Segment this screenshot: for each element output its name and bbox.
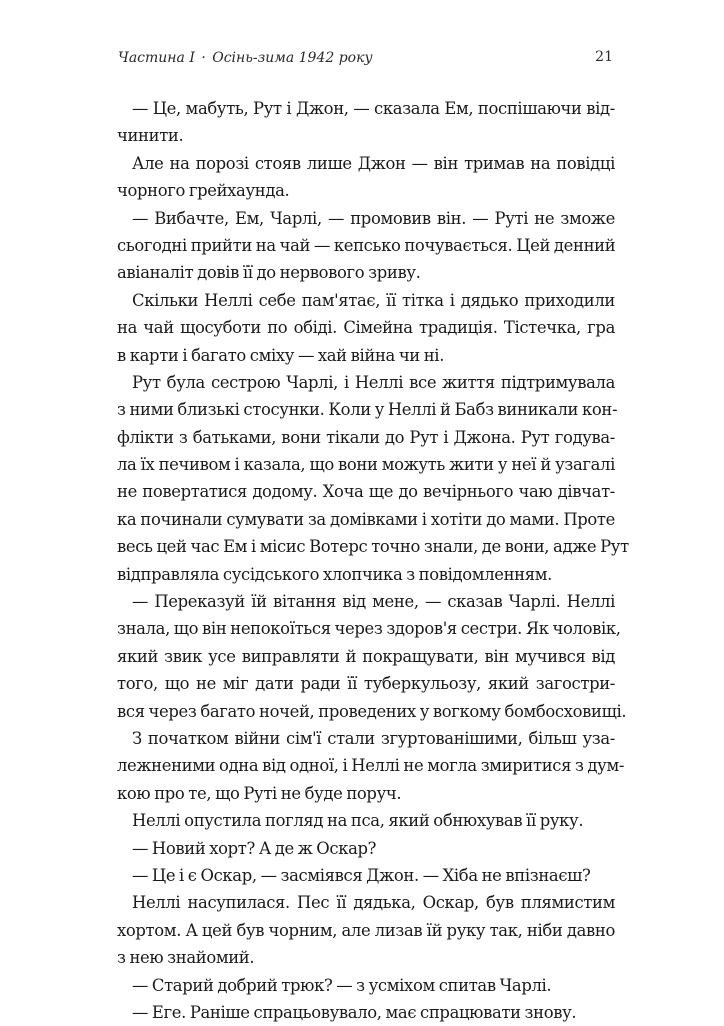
text-line: — Вибачте, Ем, Чарлі, — промовив він. — Руті не зможе <box>132 208 615 228</box>
text-line: сьогодні прийти на чай — кепсько почувається. Цей денний <box>117 235 616 255</box>
header-separator: · <box>201 50 206 66</box>
text-line: лежненими одна від одної, і Неллі не могла змиритися з дум- <box>117 756 625 776</box>
text-line: — Це, мабуть, Рут і Джон, — сказала Ем, поспішаючи від- <box>132 99 615 118</box>
text-line: вся через багато ночей, проведених у вогкому бомбосховищі. <box>117 701 627 721</box>
text-line: з нею знайомий. <box>117 948 255 968</box>
text-line: весь цей час Ем і місис Вотерс точно знали, де вони, адже Рут <box>117 537 629 557</box>
text-line: на чай щосуботи по обіді. Сімейна традиція. Тістечка, гра <box>117 318 615 338</box>
text-line: — Старий добрий трюк? — з усміхом спитав Чарлі. <box>132 975 552 995</box>
part-title: Частина I <box>118 50 195 66</box>
text-line: відправляла сусідського хлопчика з повідомленням. <box>117 564 553 584</box>
section-title: Осінь-зима 1942 року <box>212 50 373 66</box>
text-line: не повертатися додому. Хоча ще до вечірнього чаю дівчат- <box>117 482 615 502</box>
text-line: флікти з батьками, вони тікали до Рут і Джона. Рут годува- <box>117 427 615 447</box>
text-line: хортом. А цей був чорним, але лизав їй руку так, ніби давно <box>117 920 615 940</box>
text-line: Рут була сестрою Чарлі, і Неллі все життя підтримувала <box>132 372 615 392</box>
text-line: Але на порозі стояв лише Джон — він тримав на повідці <box>132 153 615 173</box>
text-line: ка починали сумувати за домівками і хотіти до мами. Проте <box>117 509 615 529</box>
text-line: який звик усе виправляти й покращувати, він мучився від <box>117 646 615 666</box>
text-line: Скільки Неллі себе пам'ятає, її тітка і дядько приходили <box>132 290 615 310</box>
text-line: того, що не міг дати ради її туберкульозу, який загостри- <box>117 674 615 694</box>
text-line: Неллі насупилася. Пес її дядька, Оскар, був плямистим <box>132 893 615 913</box>
text-line: в карти і багато сміху — хай війна чи ні. <box>117 345 445 365</box>
body-text <box>117 95 629 1026</box>
text-line: — Це і є Оскар, — засміявся Джон. — Хіба не впізнаєш? <box>132 865 591 885</box>
text-line: — Новий хорт? А де ж Оскар? <box>132 838 377 858</box>
text-line: кою про те, що Руті не буде поруч. <box>117 783 402 803</box>
running-head <box>118 50 373 66</box>
text-line: Неллі опустила погляд на пса, який обнюхував її руку. <box>132 811 584 831</box>
text-line: чорного грейхаунда. <box>117 181 290 201</box>
text-line: знала, що він непокоїться через здоров'я сестри. Як чоловік, <box>117 619 621 639</box>
text-line: з ними близькі стосунки. Коли у Неллі й Бабз виникали кон- <box>117 400 618 420</box>
text-line: — Переказуй їй вітання від мене, — сказав Чарлі. Неллі <box>132 592 615 612</box>
text-line: З початком війни сім'ї стали згуртованішими, більш уза- <box>132 728 615 748</box>
text-line: ла їх печивом і казала, що вони можуть жити у неї й узагалі <box>117 455 615 475</box>
text-line: — Еге. Раніше спрацьовувало, має спрацювати знову. <box>132 1002 577 1022</box>
text-line: авіаналіт довів її до нервового зриву. <box>117 263 421 283</box>
text-line: чинити. <box>117 126 184 146</box>
page-number: 21 <box>595 49 613 65</box>
